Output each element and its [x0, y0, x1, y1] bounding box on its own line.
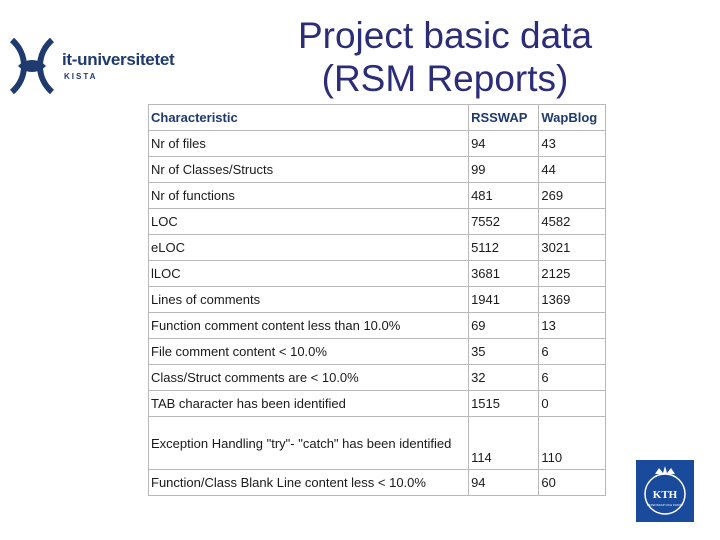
- rsswap-value: 94: [469, 470, 539, 496]
- row-label: Nr of functions: [149, 183, 469, 209]
- rsswap-value: 32: [469, 365, 539, 391]
- logo-emblem-icon: [6, 36, 58, 96]
- it-universitetet-logo: [0, 36, 180, 96]
- rsswap-value: 114: [469, 417, 539, 470]
- rsswap-value: 99: [469, 157, 539, 183]
- rsswap-value: 69: [469, 313, 539, 339]
- table-row: [149, 391, 606, 417]
- table-row: [149, 131, 606, 157]
- table-row: [149, 417, 606, 470]
- header-rsswap: RSSWAP: [469, 105, 539, 131]
- wapblog-value: 269: [539, 183, 606, 209]
- wapblog-value: 60: [539, 470, 606, 496]
- row-label: Function comment content less than 10.0%: [149, 313, 469, 339]
- rsswap-value: 35: [469, 339, 539, 365]
- table-header-row: [149, 105, 606, 131]
- row-label: Function/Class Blank Line content less < 10.0%: [149, 470, 469, 496]
- rsswap-value: 3681: [469, 261, 539, 287]
- row-label: Class/Struct comments are < 10.0%: [149, 365, 469, 391]
- header-characteristic: Characteristic: [149, 105, 469, 131]
- table-row: [149, 235, 606, 261]
- rsswap-value: 5112: [469, 235, 539, 261]
- wapblog-value: 0: [539, 391, 606, 417]
- kth-logo: [636, 460, 694, 522]
- header-wapblog: WapBlog: [539, 105, 606, 131]
- rsswap-value: 1515: [469, 391, 539, 417]
- wapblog-value: 1369: [539, 287, 606, 313]
- wapblog-value: 44: [539, 157, 606, 183]
- row-label: Nr of files: [149, 131, 469, 157]
- logo-name: it-universitetet: [62, 50, 175, 69]
- wapblog-value: 6: [539, 365, 606, 391]
- row-label: File comment content < 10.0%: [149, 339, 469, 365]
- title-line-2: (RSM Reports): [321, 58, 569, 99]
- wapblog-value: 4582: [539, 209, 606, 235]
- wapblog-value: 13: [539, 313, 606, 339]
- project-data-table: [148, 104, 606, 496]
- wapblog-value: 6: [539, 339, 606, 365]
- row-label: Nr of Classes/Structs: [149, 157, 469, 183]
- kth-motto: VETENSKAP OCH KONST: [646, 503, 684, 507]
- title-line-1: Project basic data: [297, 15, 593, 56]
- rsswap-value: 7552: [469, 209, 539, 235]
- logo-subtitle: KISTA: [64, 72, 98, 81]
- table-row: [149, 261, 606, 287]
- row-label: LOC: [149, 209, 469, 235]
- table-row: [149, 157, 606, 183]
- row-label: Exception Handling "try"- "catch" has been identified: [149, 417, 469, 470]
- table-row: [149, 313, 606, 339]
- rsswap-value: 481: [469, 183, 539, 209]
- table-row: [149, 209, 606, 235]
- table-row: [149, 183, 606, 209]
- wapblog-value: 2125: [539, 261, 606, 287]
- table-row: [149, 287, 606, 313]
- kth-crest-icon: [636, 460, 694, 522]
- row-label: TAB character has been identified: [149, 391, 469, 417]
- row-label: eLOC: [149, 235, 469, 261]
- row-label: lLOC: [149, 261, 469, 287]
- rsswap-value: 94: [469, 131, 539, 157]
- row-label: Lines of comments: [149, 287, 469, 313]
- rsswap-value: 1941: [469, 287, 539, 313]
- wapblog-value: 3021: [539, 235, 606, 261]
- slide-title: [270, 14, 620, 100]
- wapblog-value: 110: [539, 417, 606, 470]
- table-row: [149, 365, 606, 391]
- table-row: [149, 470, 606, 496]
- table-row: [149, 339, 606, 365]
- wapblog-value: 43: [539, 131, 606, 157]
- kth-label: KTH: [652, 489, 678, 501]
